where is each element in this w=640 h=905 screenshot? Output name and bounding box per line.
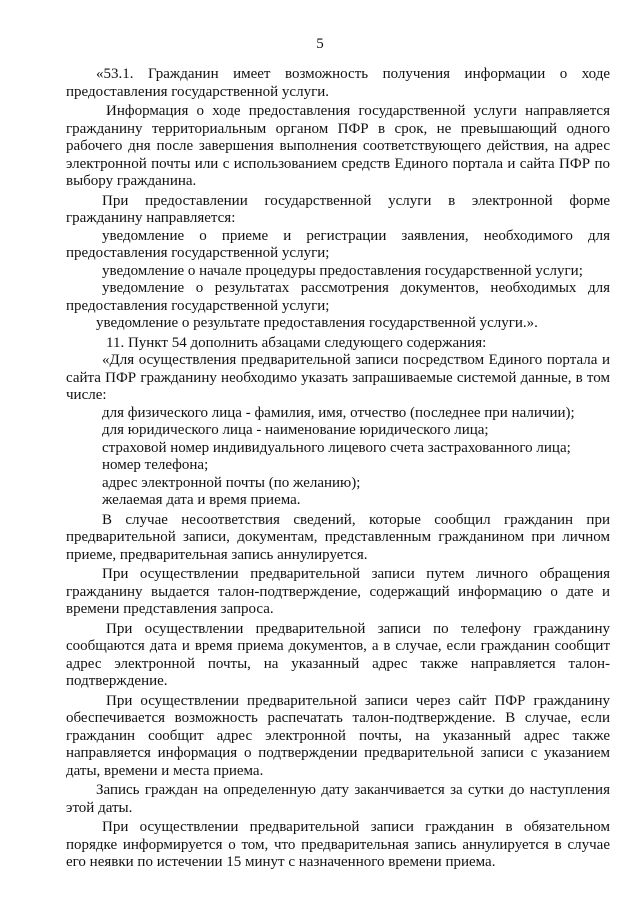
paragraph: страховой номер индивидуального лицевого счета застрахованного лица; bbox=[102, 439, 571, 456]
paragraph: При осуществлении предварительной записи путем личного обращения гражданину выдается талон-подтверждение, содержащий информацию о дате и времени представления запроса. bbox=[66, 566, 610, 617]
paragraph: Информация о ходе предоставления государственной услуги направляется гражданину территориальным органом ПФР в срок, не превышающий одного рабочего дня после завершения выполнения соответствующего действия, на адрес электронной почты или с использованием средств Единого портала и сайта ПФР по выбору гражданина. bbox=[66, 103, 610, 189]
page-number: 5 bbox=[316, 36, 324, 52]
paragraph: При осуществлении предварительной записи гражданин в обязательном порядке информируется о том, что предварительная запись аннулируется в случае его неявки по истечении 15 минут с назначенного времени приема. bbox=[66, 819, 610, 870]
paragraph: уведомление о приеме и регистрации заявления, необходимого для предоставления государственной услуги; bbox=[66, 227, 610, 261]
paragraph: 11. Пункт 54 дополнить абзацами следующего содержания: bbox=[106, 334, 487, 351]
paragraph: для юридического лица - наименование юридического лица; bbox=[102, 422, 489, 438]
paragraph: При осуществлении предварительной записи по телефону гражданину сообщаются дата и время приема документов, а в случае, если гражданин сообщит адрес электронной почты, на указанный адрес также направляется талон-подтверждение. bbox=[66, 620, 610, 689]
paragraph: уведомление о начале процедуры предоставления государственной услуги; bbox=[102, 262, 583, 279]
paragraph: уведомление о результатах рассмотрения документов, необходимых для предоставления государственной услуги; bbox=[66, 280, 610, 314]
document-body bbox=[66, 66, 610, 872]
paragraph: При предоставлении государственной услуги в электронной форме гражданину направляется: bbox=[66, 192, 610, 226]
paragraph: адрес электронной почты (по желанию); bbox=[102, 474, 361, 491]
paragraph: для физического лица - фамилия, имя, отчество (последнее при наличии); bbox=[102, 404, 575, 421]
paragraph: «53.1. Гражданин имеет возможность получения информации о ходе предоставления государственной услуги. bbox=[66, 66, 610, 100]
paragraph: уведомление о результате предоставления государственной услуги.». bbox=[96, 315, 538, 331]
paragraph: «Для осуществления предварительной записи посредством Единого портала и сайта ПФР гражданину необходимо указать запрашиваемые системой данные, в том числе: bbox=[66, 352, 610, 403]
paragraph: желаемая дата и время приема. bbox=[102, 492, 301, 508]
paragraph: номер телефона; bbox=[102, 457, 209, 473]
paragraph: Запись граждан на определенную дату заканчивается за сутки до наступления этой даты. bbox=[66, 782, 610, 816]
paragraph: При осуществлении предварительной записи через сайт ПФР гражданину обеспечивается возможность распечатать талон-подтверждение. В случае, если гражданин сообщит адрес электронной почты, на указанный адрес также направляется информация о подтверждении предварительной записи с указанием даты, времени и места приема. bbox=[66, 692, 610, 779]
paragraph: В случае несоответствия сведений, которые сообщил гражданин при предварительной записи, документам, представленным гражданином при личном приеме, предварительная запись аннулируется. bbox=[66, 511, 610, 563]
